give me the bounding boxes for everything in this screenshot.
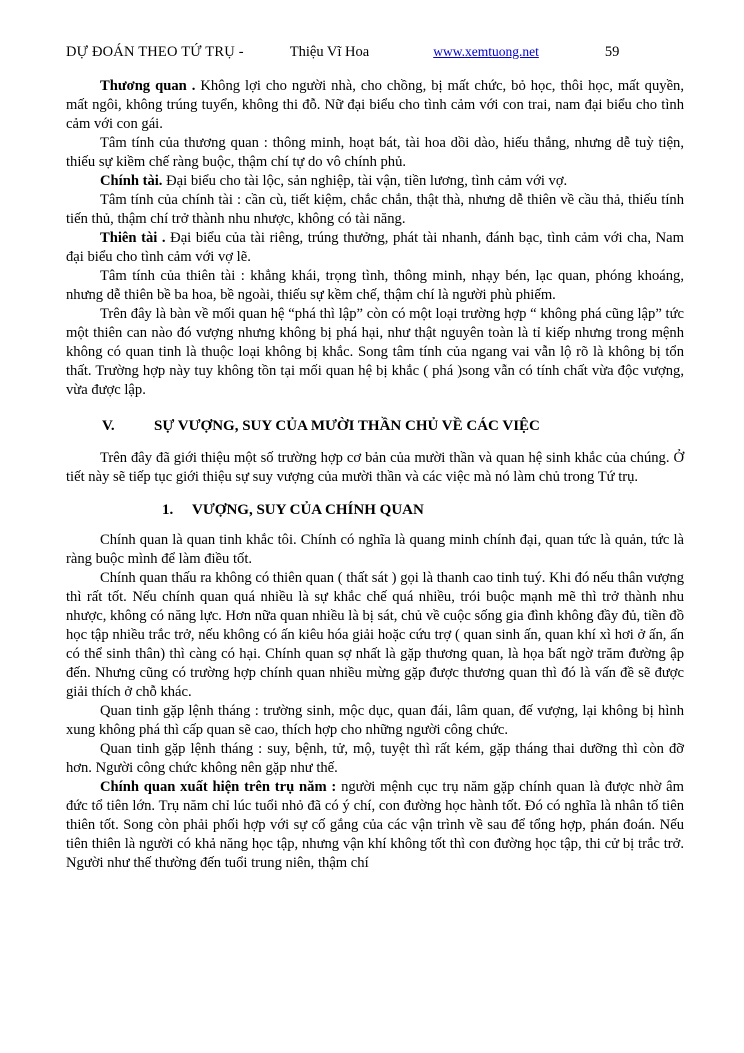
paragraph-thien-tai-text: Đại biểu của tài riêng, trúng thưởng, phát tài nhanh, đánh bạc, tình cảm với cha, Nam đại biểu cho tình cảm với vợ lẽ. bbox=[66, 229, 685, 265]
paragraph-thuong-quan bbox=[66, 77, 684, 134]
paragraph-tam-tinh-thuong-quan: Tâm tính của thương quan : thông minh, hoạt bát, tài hoa dồi dào, hiếu thắng, nhưng dễ tuỳ tiện, thiếu sự kiềm chế ràng buộc, thậm chí tự do vô chính phủ. bbox=[66, 134, 684, 170]
header-website-link[interactable]: www.xemtuong.net bbox=[433, 44, 539, 59]
subsection-title: VƯỢNG, SUY CỦA CHÍNH QUAN bbox=[192, 501, 424, 518]
subsection-number: 1. bbox=[162, 501, 174, 518]
paragraph-tam-tinh-chinh-tai: Tâm tính của chính tài : cần cù, tiết kiệm, chắc chắn, thật thà, nhưng dễ thiên về cầu thả, thiếu tính tiến thủ, thậm chí trở thành nhu nhược, không có tài năng. bbox=[66, 191, 684, 227]
term-chinh-tai: Chính tài. bbox=[100, 172, 163, 189]
paragraph-chinh-quan-tru-nam bbox=[66, 778, 684, 873]
page-body bbox=[66, 77, 684, 873]
header-author: Thiệu Vĩ Hoa bbox=[289, 44, 370, 60]
term-chinh-quan-tru-nam: Chính quan xuất hiện trên trụ năm : bbox=[100, 779, 337, 795]
paragraph-chinh-quan-thau-ra: Chính quan thấu ra không có thiên quan ( thất sát ) gọi là thanh cao tinh tuý. Khi đó nếu thân vượng thì rất tốt. Nếu chính quan quá nhiều là sự khắc chế quá nhiều, trói buộc mạnh mẽ thì trở thành nhu nhược, không có năng lực. Hơn nữa quan nhiều là bị sát, chủ về cuộc sống gia đình không đầy đủ, tiền đồ học tập nhiều trắc trở, nếu không có ấn kiêu hóa giải hoặc cứu trợ ( quan sinh ấn, quan khí xì hơi ở ấn, ấn có thể sinh thân) thì càng có hại. Chính quan sợ nhất là gặp thương quan, là họa bất ngờ trăm đường ập đến. Nhưng cũng có trường hợp chính quan nhiều mừng gặp được thương quan thì đó là vấn đề sẽ được giải thích ở chỗ khác. bbox=[66, 570, 684, 701]
section-heading-5 bbox=[66, 417, 684, 437]
paragraph-thuong-quan-text: Không lợi cho người nhà, cho chồng, bị mất chức, bỏ học, thôi học, mất quyền, mất ngôi, không trúng tuyển, không thi đỗ. Nữ đại biểu cho tình cảm với con trai, nam đại biểu cho tình cảm với con gái. bbox=[66, 78, 684, 132]
header-title: DỰ ĐOÁN THEO TỨ TRỤ - bbox=[66, 44, 244, 60]
section-title: SỰ VƯỢNG, SUY CỦA MƯỜI THẦN CHỦ VỀ CÁC VIỆC bbox=[154, 418, 540, 435]
term-thuong-quan: Thương quan . bbox=[100, 78, 196, 94]
paragraph-tam-tinh-thien-tai: Tâm tính của thiên tài : khẳng khái, trọng tình, thông minh, nhạy bén, lạc quan, phóng khoáng, nhưng dễ thiên bề ba hoa, bề ngoài, thiếu sự kềm chế, thậm chí là người phù phiếm. bbox=[66, 267, 684, 303]
paragraph-chinh-quan-tru-nam-text: người mệnh cục trụ năm gặp chính quan là được nhờ âm đức tổ tiên lớn. Trụ năm chỉ lúc tuổi nhỏ đã có ý chí, con đường học hành tốt. Đó có nghĩa là nhân tố tiên thiên tốt. Song còn phải phối hợp với sự cố gắng của các vận trình về sau để tổng hợp, phán đoán. Nếu tiên thiên là người có khả năng học tập, nhưng vận khí không tốt thì con đường học tập, thi cử bị trắc trở. Người như thế thường đến tuổi trung niên, thậm chí bbox=[66, 779, 684, 871]
paragraph-quan-tinh-lenh-thang-tot: Quan tinh gặp lệnh tháng : trường sinh, mộc dục, quan đái, lâm quan, đế vượng, lại không bị hình xung không phá thì cấp quan sẽ cao, thích hợp cho những người công chức. bbox=[66, 703, 684, 739]
term-thien-tai: Thiên tài . bbox=[100, 229, 166, 246]
paragraph-thien-tai bbox=[66, 229, 684, 267]
section-number: V. bbox=[102, 418, 115, 435]
subsection-heading-1 bbox=[66, 501, 684, 521]
paragraph-chinh-tai bbox=[66, 172, 684, 191]
header-page-number: 59 bbox=[604, 44, 620, 60]
paragraph-chinh-quan-def: Chính quan là quan tinh khắc tôi. Chính có nghĩa là quang minh chính đại, quan tức là quản, tức là ràng buộc mình để làm điều tốt. bbox=[66, 532, 684, 568]
paragraph-pha-thi-lap: Trên đây là bàn về mối quan hệ “phá thì lập” còn có một loại trường hợp “ không phá cũng lập” tức một thiên can nào đó vượng nhưng không bị phá hại, như thật nguyên toàn là tỉ kiếp nhưng trong mệnh không có quan tinh là thuộc loại không bị khắc. Song tâm tính của ngang vai vẫn lộ rõ là không bị tổn thất. Trường hợp này tuy không tồn tại mối quan hệ bị khắc ( phá )song vẫn có tính chất vừa độc vượng, vừa được lập. bbox=[66, 305, 684, 398]
paragraph-chinh-tai-text: Đại biểu cho tài lộc, sản nghiệp, tài vận, tiền lương, tình cảm với vợ. bbox=[162, 172, 568, 189]
page-header bbox=[66, 44, 684, 61]
paragraph-section-intro: Trên đây đã giới thiệu một số trường hợp cơ bản của mười thần và quan hệ sinh khắc của chúng. Ở tiết này sẽ tiếp tục giới thiệu sự suy vượng của mười thần và các việc mà nó làm chủ trong Tứ trụ. bbox=[66, 449, 684, 485]
paragraph-quan-tinh-lenh-thang-xau: Quan tinh gặp lệnh tháng : suy, bệnh, tử, mộ, tuyệt thì rất kém, gặp tháng thai dưỡng thì còn đỡ hơn. Người công chức không nên gặp như thế. bbox=[66, 741, 684, 777]
